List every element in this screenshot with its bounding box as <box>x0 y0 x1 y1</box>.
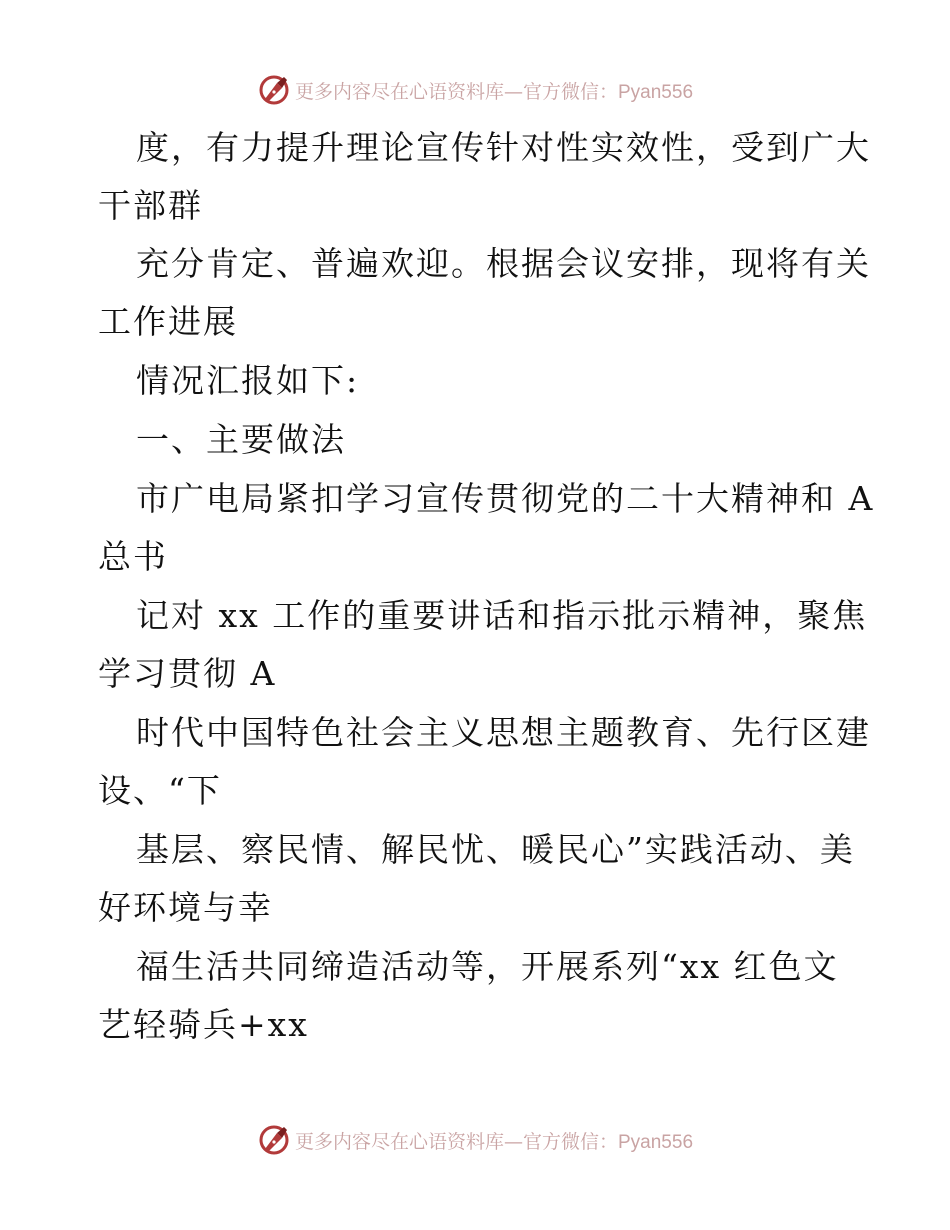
text-line: 干部群 <box>98 186 203 225</box>
footer-watermark <box>0 1120 950 1160</box>
text-line: 时代中国特色社会主义思想主题教育、先行区建 <box>136 713 871 752</box>
text-line: 记对 xx 工作的重要讲话和指示批示精神，聚焦 <box>136 596 868 635</box>
watermark-text: 更多内容尽在心语资料库—官方微信：Pyan556 <box>294 1130 694 1153</box>
watermark-text: 更多内容尽在心语资料库—官方微信：Pyan556 <box>294 80 694 103</box>
text-line: 度，有力提升理论宣传针对性实效性，受到广大 <box>136 128 871 167</box>
text-line: 设、“下 <box>98 771 222 810</box>
text-line: 工作进展 <box>98 302 238 341</box>
text-line: 学习贯彻 A <box>98 654 277 693</box>
text-line: 艺轻骑兵+xx <box>98 1005 309 1044</box>
text-line: 情况汇报如下: <box>136 361 360 400</box>
text-line: 基层、察民情、解民忧、暖民心”实践活动、美 <box>136 830 855 869</box>
pen-nib-logo-icon <box>257 73 291 107</box>
text-line: 福生活共同缔造活动等，开展系列“xx 红色文 <box>136 947 839 986</box>
text-line: 好环境与幸 <box>98 888 273 927</box>
section-heading: 一、主要做法 <box>136 420 346 459</box>
text-line: 市广电局紧扣学习宣传贯彻党的二十大精神和 A <box>136 479 875 518</box>
text-line: 总书 <box>98 537 168 576</box>
text-line: 充分肯定、普遍欢迎。根据会议安排，现将有关 <box>136 244 871 283</box>
header-watermark <box>0 70 950 110</box>
pen-nib-logo-icon <box>257 1123 291 1157</box>
